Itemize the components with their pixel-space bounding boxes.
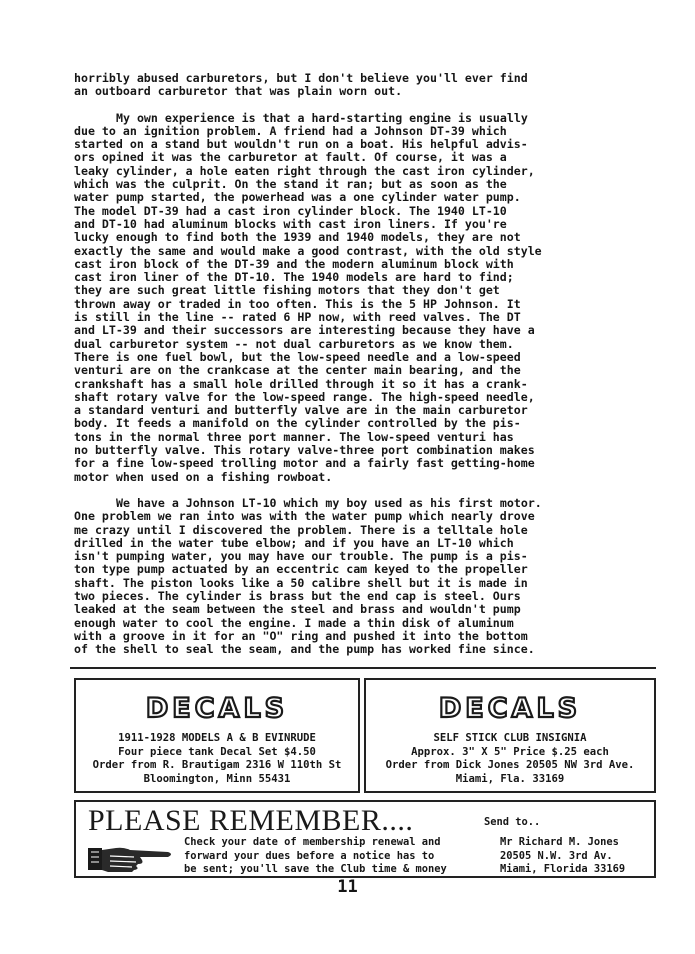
page-number: 11 <box>337 877 358 897</box>
paragraph-1: horribly abused carburetors, but I don't believe you'll ever find an outboard carburetor that was plain worn out. <box>74 71 528 99</box>
decals-ad-right-line: SELF STICK CLUB INSIGNIA <box>433 732 587 744</box>
paragraph-3: We have a Johnson LT-10 which my boy used as his first motor. One problem we ran into was with the water pump which nearly drove me crazy until I discovered the problem. There is a telltale hole drilled in the water tube elbow; and if you have an LT-10 which isn't pumping water, you may have our trouble. The pump is a pis- ton type pump actuated by an eccentric cam keyed to the propeller shaft. The piston looks like a 50 calibre shell but it is made in two pieces. The cylinder is brass but the end cap is steel. Ours leaked at the seam between the steel and brass and wouldn't pump enough water to cool the engine. I made a thin disk of aluminum with a groove in it for an "O" ring and pushed it into the bottom of the shell to seal the seam, and the pump has worked fine since. <box>74 495 542 657</box>
reminder-line: forward your dues before a notice has to <box>184 849 435 862</box>
reminder-line: be sent; you'll save the Club time & money <box>184 863 447 875</box>
pointing-hand-icon <box>86 842 176 878</box>
address-line: 20505 N.W. 3rd Av. <box>500 849 613 862</box>
send-to-label: Send to.. <box>484 816 541 828</box>
decals-ad-right-title: DECALS <box>438 693 582 724</box>
reminder-text <box>184 836 447 877</box>
address-line: Mr Richard M. Jones <box>500 836 619 848</box>
divider-rule <box>70 667 656 669</box>
mailing-address <box>500 836 625 877</box>
decals-ad-right <box>364 678 656 793</box>
article-body <box>74 72 636 656</box>
decals-ad-left-line: 1911-1928 MODELS A & B EVINRUDE <box>118 732 316 744</box>
decals-ad-right-line: Approx. 3" X 5" Price $.25 each <box>411 745 609 758</box>
address-line: Miami, Florida 33169 <box>500 863 626 875</box>
reminder-line: Check your date of membership renewal and <box>184 836 441 848</box>
decals-ad-right-line: Order from Dick Jones 20505 NW 3rd Ave. <box>385 759 635 771</box>
please-remember-title: PLEASE REMEMBER.... <box>88 804 414 837</box>
decals-ad-left-line: Four piece tank Decal Set $4.50 <box>118 745 316 758</box>
decals-ad-right-line: Miami, Fla. 33169 <box>455 772 565 785</box>
decals-ad-left-title: DECALS <box>145 693 289 724</box>
decals-ad-left-line: Order from R. Brautigam 2316 W 110th St <box>92 759 342 771</box>
paragraph-2: My own experience is that a hard-starting engine is usually due to an ignition problem. A friend had a Johnson DT-39 which started on a stand but wouldn't run on a boat. His helpful advis- ors opined it was the carburetor at fault. Of course, it was a leaky cylinder, a hole eaten right through the cast iron cylinder, which was the culprit. On the stand it ran; but as soon as the water pump started, the powerhead was a one cylinder water pump. The model DT-39 had a cast iron cylinder block. The 1940 LT-10 and DT-10 had aluminum blocks with cast iron liners. If you're lucky enough to find both the 1939 and 1940 models, they are not exactly the same and would make a good contrast, with the old style cast iron block of the DT-39 and the modern aluminum block with cast iron liner of the DT-10. The 1940 models are hard to find; they are such great little fishing motors that they don't get thrown away or traded in too often. This is the 5 HP Johnson. It is still in the line -- rated 6 HP now, with reed valves. The DT and LT-39 and their successors are interesting because they have a dual carburetor system -- not dual carburetors as we know them. There is one fuel bowl, but the low-speed needle and a low-speed venturi are on the crankcase at the center main bearing, and the crankshaft has a small hole drilled through it so it has a crank- shaft rotary valve for the low-speed range. The high-speed needle, a standard venturi and butterfly valve are in the main carburetor body. It feeds a manifold on the cylinder controlled by the pis- tons in the normal three port manner. The low-speed venturi has no butterfly valve. This rotary valve-three port combination makes for a fine low-speed trolling motor and a fairly fast getting-home motor when used on a fishing rowboat. <box>74 110 542 484</box>
decals-ad-left-line: Bloomington, Minn 55431 <box>143 772 291 785</box>
decals-ad-left <box>74 678 360 793</box>
please-remember-box <box>74 800 656 878</box>
